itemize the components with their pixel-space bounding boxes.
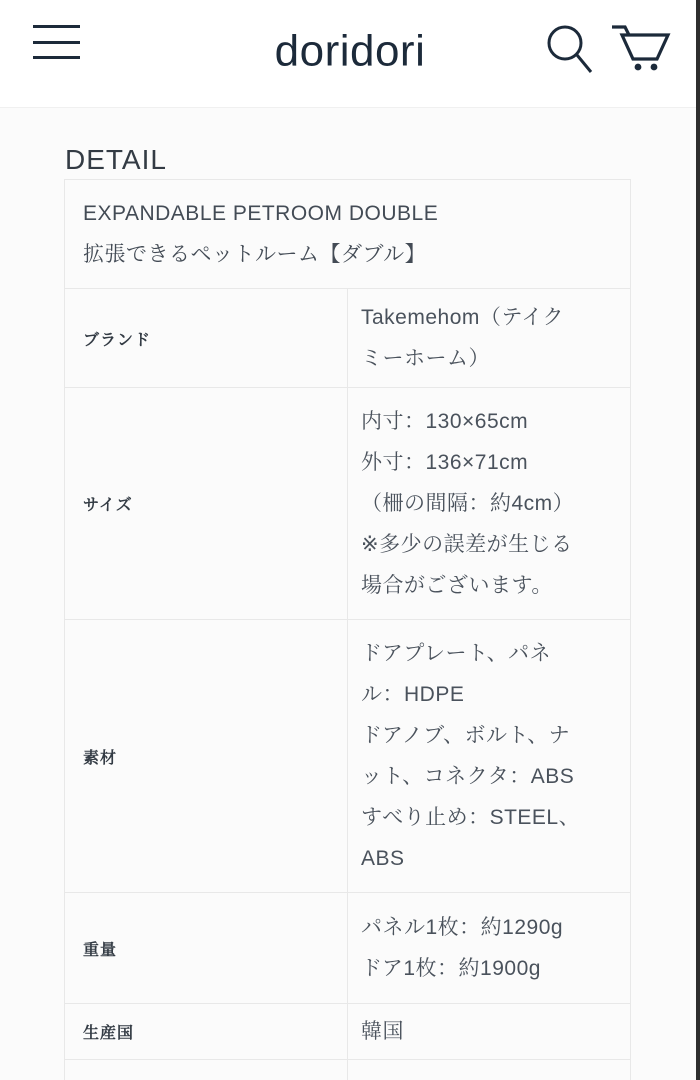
page-title: DETAIL (65, 144, 167, 175)
brand-logo[interactable]: doridori (274, 26, 426, 75)
value-line: すべり止め：STEEL、 (361, 806, 581, 829)
row-value (348, 289, 631, 388)
product-detail-section (0, 144, 700, 1080)
cart-button[interactable] (608, 13, 672, 73)
table-row (65, 289, 631, 388)
value-line: ドアノブ、ボルト、ナ (361, 724, 571, 747)
product-title-cell (65, 180, 631, 289)
value-line: 内寸：130×65cm (361, 410, 529, 433)
row-value (348, 388, 631, 620)
search-button[interactable] (545, 23, 593, 77)
value-line: ドア1枚：約1900g (361, 957, 541, 980)
value-line: ABS (361, 847, 405, 870)
table-row (65, 893, 631, 1004)
value-line: 外寸：136×71cm (361, 451, 529, 474)
value-line: Takemehom（テイク (361, 306, 564, 329)
value-line: ※多少の誤差が生じる (361, 533, 573, 556)
hamburger-menu-icon (33, 25, 80, 28)
value-line: 韓国 (361, 1020, 404, 1043)
row-value (348, 1004, 631, 1060)
table-row (65, 180, 631, 289)
value-line: ミーホーム） (361, 347, 490, 370)
value-line: ドアプレート、パネ (361, 642, 552, 665)
detail-table (64, 179, 631, 1080)
value-line: ル：HDPE (361, 683, 465, 706)
table-row (65, 1060, 631, 1080)
value-line: EXPANDABLE PETROOM DOUBLE (83, 202, 439, 225)
detail-table-body (65, 180, 631, 1080)
row-value (348, 620, 631, 893)
value-line: ット、コネクタ：ABS (361, 765, 575, 788)
site-header (0, 0, 700, 108)
row-label: ブランド (65, 289, 348, 388)
row-label: 生産国 (65, 1004, 348, 1060)
row-value (348, 893, 631, 1004)
table-row (65, 620, 631, 893)
cart-icon (608, 13, 672, 73)
table-row (65, 388, 631, 620)
row-label: 素材 (65, 620, 348, 893)
value-line: 拡張できるペットルーム【ダブル】 (83, 243, 427, 266)
hamburger-menu-button[interactable] (33, 25, 80, 59)
value-line: パネル1枚：約1290g (361, 916, 564, 939)
search-icon (545, 23, 593, 77)
table-row (65, 1004, 631, 1060)
window-edge (696, 0, 700, 1080)
row-label: 重量 (65, 893, 348, 1004)
row-label: サイズ (65, 388, 348, 620)
value-line: （柵の間隔：約4cm） (361, 492, 575, 515)
value-line: 場合がございます。 (361, 574, 553, 597)
